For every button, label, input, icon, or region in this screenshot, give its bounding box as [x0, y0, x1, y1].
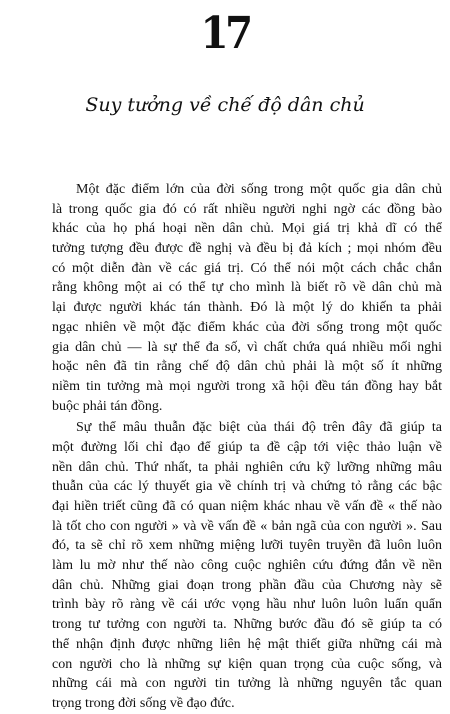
text-line: Một đặc điểm lớn của đời sống trong một quốc gia dân chủ — [76, 182, 442, 197]
text-line: ngạc nhiên về một đặc điểm khác của đời sống trong một quốc — [52, 319, 442, 335]
text-line: Sự thể mâu thuẫn đặc biệt của thái độ trên đây đã giúp ta — [76, 420, 442, 436]
text-line: nền dân chủ. Thứ nhất, ta phải nghiên cứu kỹ lưỡng những mâu — [52, 459, 442, 475]
text-line: làm lu mờ như thế nào công cuộc nghiên cứu đứng đắn về nền — [52, 558, 442, 574]
chapter-body — [52, 180, 442, 714]
text-line: dân chủ. Những giai đoạn trong phần đầu của Chương này sẽ — [52, 577, 442, 593]
text-line: thuẫn của các lý thuyết gia về chính trị và chứng tỏ rằng các bậc — [52, 479, 442, 495]
text-line: là trong quốc gia đó có rất nhiều người nghi ngờ các đồng bào — [52, 201, 442, 217]
text-line: trong tư tưởng con người ta. Những bước đầu đó sẽ giúp ta có — [52, 617, 442, 633]
text-line: rằng không một ai có thể tự cho mình là biết rõ về dân chủ mà — [52, 280, 442, 296]
text-line: con người cho là những sự kiện quan trọng của cuộc sống, và — [52, 656, 442, 672]
chapter-number: 17 — [200, 8, 250, 59]
text-line: đó, ta sẽ chỉ rõ xem những miệng lưỡi tuyên truyền đã luôn luôn — [52, 538, 442, 554]
text-line: hoặc nên đã tin rằng chế độ dân chủ phải là một số ít những — [52, 359, 442, 375]
text-line: buộc phải tán đồng. — [52, 398, 163, 414]
text-line: trọng trong đời sống về đạo đức. — [52, 695, 235, 711]
text-line: niềm tin tưởng mà mọi người trong xã hội đều tán đồng hay bắt — [52, 378, 442, 394]
text-line: tưởng tượng đều được đề nghị và đều bị đả kích ; mọi nhóm đều — [52, 241, 442, 257]
text-line: khác của họ phá hoại nền dân chủ. Mọi giá trị khả dĩ có thể — [52, 221, 442, 237]
paragraph-1 — [52, 180, 442, 416]
text-line: đại hiền triết cũng đã có quan niệm khác nhau về vấn đề « thế nào — [52, 499, 442, 514]
text-line: là tốt cho con người » và về vấn đề « bản ngã của con người ». Sau — [52, 518, 442, 534]
text-line: gia dân chủ — là sự thể đa số, vì chất chứa quá nhiều mối nghi — [52, 339, 442, 355]
text-line: những cái mà con người tin tưởng là những nguyên tắc quan — [52, 676, 442, 692]
text-line: trình bày rõ ràng về cái ước vọng hầu như luôn luôn luẩn quẩn — [52, 597, 442, 613]
paragraph-2 — [52, 418, 442, 713]
text-line: thể nhận định được những liên hệ mật thiết giữa những cái mà — [52, 636, 442, 652]
text-line: một đường lối chỉ đạo để giúp ta đề cập tới việc thảo luận về — [52, 439, 442, 455]
text-line: có một diễn đàn về các giá trị. Có thể nói một cách chắc chắn — [52, 260, 442, 276]
text-line: lại được người khác tán thành. Đó là một lý do khiến ta phải — [52, 300, 442, 316]
chapter-title: Suy tưởng về chế độ dân chủ — [85, 94, 365, 116]
